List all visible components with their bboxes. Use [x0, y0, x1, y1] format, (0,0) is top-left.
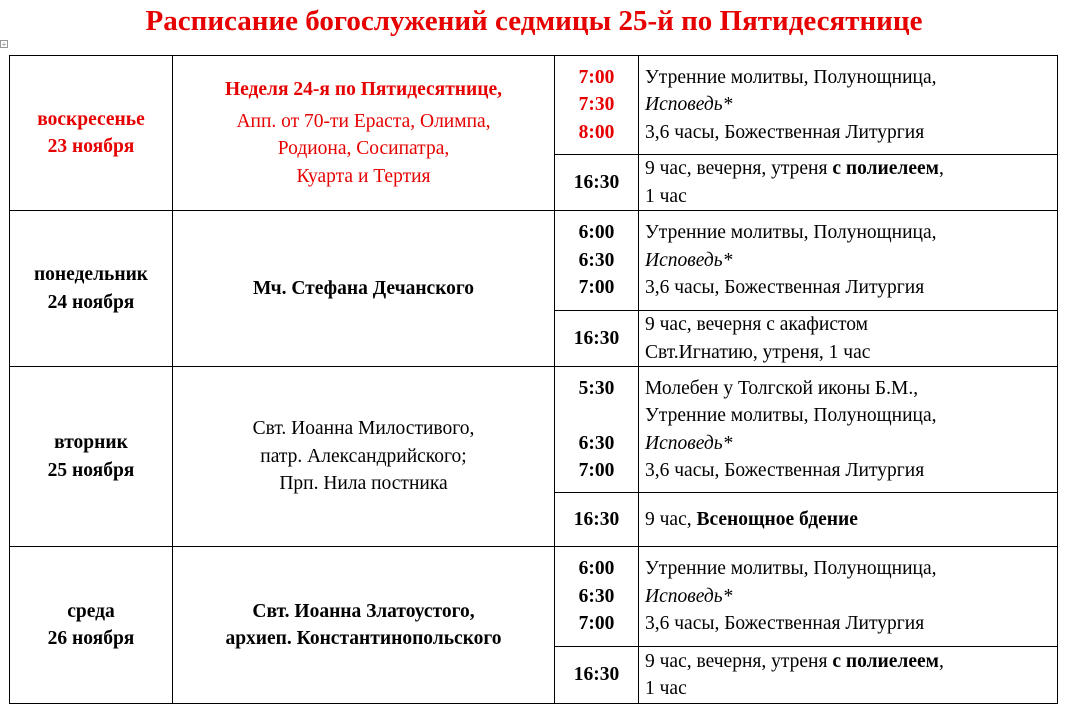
evening-services [639, 647, 1058, 704]
anchor-icon[interactable]: + [1, 40, 7, 49]
saint-line: Мч. Стефана Дечанского [252, 277, 475, 299]
saint-cell [173, 56, 555, 211]
time: 7:00 [578, 613, 615, 635]
saint-line: архиеп. Константинопольского [225, 628, 502, 649]
time: 5:30 [578, 377, 615, 399]
service-line: Свт.Игнатию, утреня, 1 час [645, 341, 871, 363]
service-line: Утренние молитвы, Полунощница, [645, 558, 937, 580]
feast-title: Неделя 24-я по Пятидесятнице, [224, 79, 503, 100]
service-emphasis: Всенощное бдение [696, 508, 858, 530]
saint-line: Свт. Иоанна Златоустого, [252, 600, 475, 622]
weekday: среда [67, 600, 115, 622]
day-cell [10, 547, 173, 704]
morning-times [555, 56, 639, 155]
saint-cell [173, 367, 555, 547]
evening-time: 16:30 [555, 311, 639, 367]
saint-cell [173, 211, 555, 367]
saint-line: Свт. Иоанна Милостивого, [252, 418, 475, 440]
date: 25 ноября [47, 459, 135, 481]
day-cell [10, 211, 173, 367]
evening-time: 16:30 [555, 155, 639, 211]
time: 7:00 [578, 66, 615, 88]
time: 7:00 [578, 460, 615, 481]
saint-line: Куарта и Тертия [296, 165, 431, 187]
table-row [10, 56, 1058, 155]
morning-times [555, 211, 639, 311]
service-text: 9 час, вечерня, утреня [645, 650, 833, 672]
day-cell [10, 367, 173, 547]
service-text: 9 час, [645, 508, 697, 530]
morning-services [639, 211, 1058, 311]
evening-services [639, 493, 1058, 547]
service-line: Утренние молитвы, Полунощница, [645, 405, 937, 426]
time: 6:30 [578, 585, 615, 607]
service-line: 3,6 часы, Божественная Литургия [645, 613, 925, 635]
saint-line: патр. Александрийского; [260, 445, 467, 467]
service-line: Исповедь* [645, 249, 733, 271]
service-emphasis: с полиелеем [832, 650, 939, 672]
table-row [10, 367, 1058, 493]
service-line: 1 час [645, 185, 687, 207]
evening-services [639, 311, 1058, 367]
service-line: Исповедь* [645, 94, 733, 116]
time: 6:00 [578, 222, 615, 244]
service-line: Утренние молитвы, Полунощница, [645, 66, 937, 88]
morning-times [555, 547, 639, 647]
saint-line: Прп. Нила постника [279, 473, 448, 495]
evening-time: 16:30 [555, 647, 639, 704]
weekday: понедельник [33, 264, 149, 285]
morning-times [555, 367, 639, 493]
time: 7:00 [578, 277, 615, 299]
weekday: вторник [54, 432, 128, 453]
service-line: Исповедь* [645, 585, 733, 607]
service-emphasis: с полиелеем [832, 158, 939, 179]
morning-services [639, 56, 1058, 155]
date: 23 ноября [47, 136, 135, 157]
morning-services [639, 547, 1058, 647]
morning-services [639, 367, 1058, 493]
time: 6:00 [578, 558, 615, 580]
service-line: 3,6 часы, Божественная Литургия [645, 460, 925, 481]
service-text: , [938, 650, 944, 672]
service-line: 9 час, вечерня с акафистом [645, 314, 868, 335]
schedule-table [9, 55, 1058, 704]
date: 26 ноября [47, 628, 135, 649]
time: 6:30 [578, 249, 615, 271]
service-text: 9 час, вечерня, утреня [645, 158, 833, 179]
table-row [10, 547, 1058, 647]
time: 7:30 [578, 94, 615, 116]
weekday: воскресенье [37, 108, 145, 130]
service-line: 3,6 часы, Божественная Литургия [645, 121, 925, 143]
evening-time: 16:30 [555, 493, 639, 547]
service-line: 1 час [645, 678, 687, 699]
saint-line: Апп. от 70-ти Ераста, Олимпа, [236, 110, 491, 132]
time: 8:00 [578, 121, 615, 143]
saint-cell [173, 547, 555, 704]
day-cell [10, 56, 173, 211]
evening-services [639, 155, 1058, 211]
date: 24 ноября [47, 291, 135, 313]
service-line: Исповедь* [645, 432, 733, 454]
page-title: Расписание богослужений седмицы 25-й по Пятидесятнице [145, 5, 923, 37]
service-line: Молебен у Толгской иконы Б.М., [645, 377, 919, 399]
table-row [10, 211, 1058, 311]
saint-line: Родиона, Сосипатра, [277, 138, 450, 159]
service-line: 3,6 часы, Божественная Литургия [645, 277, 925, 299]
time: 6:30 [578, 432, 615, 454]
service-line: Утренние молитвы, Полунощница, [645, 222, 937, 244]
service-text: , [938, 158, 944, 179]
